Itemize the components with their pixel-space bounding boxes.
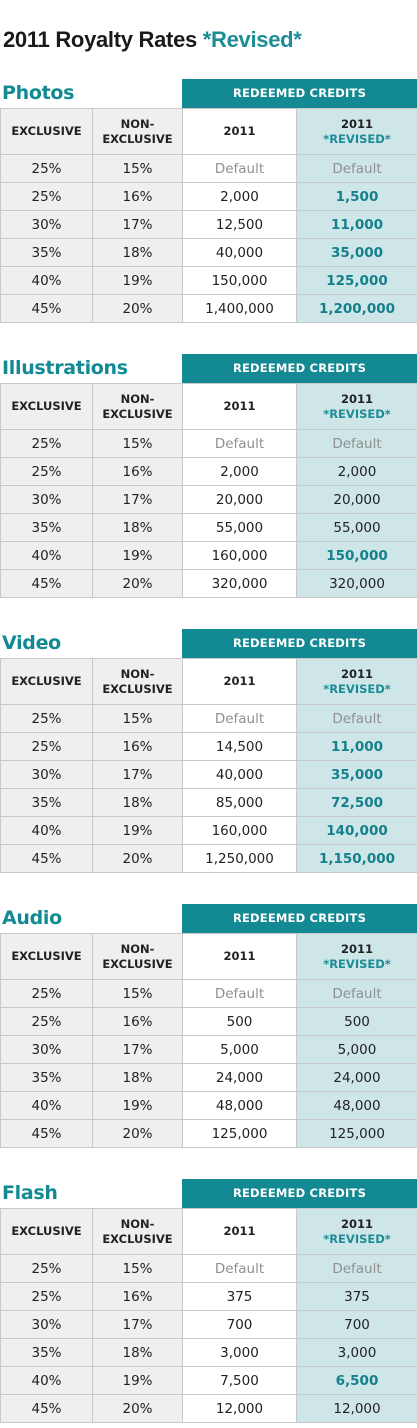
credits-2011-cell: 1,400,000 [183, 295, 297, 323]
credits-2011-cell: Default [183, 1255, 297, 1283]
non-exclusive-rate-cell: 15% [93, 705, 183, 733]
table-row [1, 1367, 417, 1395]
non-exclusive-header-line2: EXCLUSIVE [102, 406, 173, 421]
table-header-row [1, 1209, 417, 1255]
credits-revised-cell: 35,000 [297, 761, 417, 789]
non-exclusive-header [93, 384, 183, 430]
credits-2011-cell: 12,500 [183, 211, 297, 239]
credits-2011-cell: Default [183, 155, 297, 183]
credits-2011-cell: 24,000 [183, 1064, 297, 1092]
year-2011-header: 2011 [183, 934, 297, 980]
credits-revised-cell: 320,000 [297, 570, 417, 598]
credits-2011-cell: 320,000 [183, 570, 297, 598]
exclusive-rate-cell: 30% [1, 1311, 93, 1339]
table-row [1, 1395, 417, 1423]
section-photos [0, 79, 417, 345]
revised-year: 2011 [340, 391, 373, 406]
non-exclusive-rate-cell: 17% [93, 486, 183, 514]
non-exclusive-rate-cell: 16% [93, 733, 183, 761]
credits-revised-cell: 11,000 [297, 733, 417, 761]
exclusive-rate-cell: 25% [1, 155, 93, 183]
table-header-row [1, 109, 417, 155]
table-header-row [1, 934, 417, 980]
table-row [1, 817, 417, 845]
credits-revised-cell: Default [297, 705, 417, 733]
non-exclusive-rate-cell: 18% [93, 514, 183, 542]
non-exclusive-header-line1: NON- [120, 941, 155, 956]
credits-revised-cell: 125,000 [297, 1120, 417, 1148]
non-exclusive-rate-cell: 20% [93, 1120, 183, 1148]
non-exclusive-rate-cell: 15% [93, 430, 183, 458]
credits-2011-cell: 3,000 [183, 1339, 297, 1367]
section-title: Flash [2, 1182, 58, 1204]
revised-year: 2011 [340, 666, 373, 681]
credits-2011-cell: 55,000 [183, 514, 297, 542]
credits-revised-cell: 3,000 [297, 1339, 417, 1367]
credits-2011-cell: Default [183, 430, 297, 458]
exclusive-rate-cell: 45% [1, 295, 93, 323]
credits-2011-cell: 1,250,000 [183, 845, 297, 873]
exclusive-rate-cell: 45% [1, 845, 93, 873]
year-2011-header: 2011 [183, 384, 297, 430]
exclusive-rate-cell: 40% [1, 267, 93, 295]
table-row [1, 211, 417, 239]
revised-2011-header [297, 109, 417, 155]
exclusive-header: EXCLUSIVE [1, 384, 93, 430]
credits-revised-cell: 700 [297, 1311, 417, 1339]
table-row [1, 789, 417, 817]
exclusive-rate-cell: 35% [1, 239, 93, 267]
page-title-revised: *Revised* [202, 27, 302, 52]
credits-2011-cell: 14,500 [183, 733, 297, 761]
exclusive-rate-cell: 25% [1, 430, 93, 458]
revised-2011-header [297, 384, 417, 430]
table-row [1, 1311, 417, 1339]
table-row [1, 761, 417, 789]
table-row [1, 183, 417, 211]
non-exclusive-rate-cell: 15% [93, 1255, 183, 1283]
redeemed-credits-header: REDEEMED CREDITS [182, 1179, 417, 1208]
non-exclusive-header-line1: NON- [120, 666, 155, 681]
credits-2011-cell: 2,000 [183, 183, 297, 211]
non-exclusive-rate-cell: 17% [93, 211, 183, 239]
exclusive-rate-cell: 40% [1, 542, 93, 570]
credits-2011-cell: 160,000 [183, 542, 297, 570]
redeemed-credits-header: REDEEMED CREDITS [182, 354, 417, 383]
exclusive-rate-cell: 25% [1, 1283, 93, 1311]
table-row [1, 705, 417, 733]
non-exclusive-rate-cell: 20% [93, 570, 183, 598]
section-audio [0, 904, 417, 1170]
revised-label: *REVISED* [323, 406, 391, 421]
non-exclusive-rate-cell: 16% [93, 458, 183, 486]
exclusive-header: EXCLUSIVE [1, 1209, 93, 1255]
table-row [1, 1339, 417, 1367]
exclusive-rate-cell: 30% [1, 1036, 93, 1064]
exclusive-rate-cell: 35% [1, 514, 93, 542]
section-flash [0, 1179, 417, 1428]
table-row [1, 845, 417, 873]
table-row [1, 155, 417, 183]
credits-revised-cell: 72,500 [297, 789, 417, 817]
revised-label: *REVISED* [323, 681, 391, 696]
exclusive-rate-cell: 25% [1, 458, 93, 486]
revised-label: *REVISED* [323, 956, 391, 971]
exclusive-rate-cell: 25% [1, 1255, 93, 1283]
non-exclusive-header-line1: NON- [120, 391, 155, 406]
credits-2011-cell: 375 [183, 1283, 297, 1311]
credits-2011-cell: 160,000 [183, 817, 297, 845]
section-video [0, 629, 417, 895]
redeemed-credits-header: REDEEMED CREDITS [182, 79, 417, 108]
table-row [1, 733, 417, 761]
non-exclusive-header [93, 659, 183, 705]
exclusive-rate-cell: 25% [1, 733, 93, 761]
section-illustrations [0, 354, 417, 620]
table-row [1, 542, 417, 570]
exclusive-rate-cell: 40% [1, 1367, 93, 1395]
redeemed-credits-header: REDEEMED CREDITS [182, 629, 417, 658]
credits-2011-cell: 40,000 [183, 761, 297, 789]
redeemed-credits-header: REDEEMED CREDITS [182, 904, 417, 933]
non-exclusive-rate-cell: 17% [93, 761, 183, 789]
credits-2011-cell: 700 [183, 1311, 297, 1339]
credits-revised-cell: 5,000 [297, 1036, 417, 1064]
credits-revised-cell: 24,000 [297, 1064, 417, 1092]
credits-revised-cell: 150,000 [297, 542, 417, 570]
exclusive-header: EXCLUSIVE [1, 659, 93, 705]
rates-table [0, 108, 417, 323]
table-row [1, 514, 417, 542]
non-exclusive-header [93, 109, 183, 155]
credits-revised-cell: 11,000 [297, 211, 417, 239]
year-2011-header: 2011 [183, 659, 297, 705]
section-title: Video [2, 632, 61, 654]
non-exclusive-rate-cell: 20% [93, 295, 183, 323]
credits-revised-cell: 20,000 [297, 486, 417, 514]
table-header-row [1, 659, 417, 705]
non-exclusive-rate-cell: 20% [93, 845, 183, 873]
year-2011-header: 2011 [183, 109, 297, 155]
credits-2011-cell: 85,000 [183, 789, 297, 817]
credits-2011-cell: Default [183, 705, 297, 733]
revised-2011-header [297, 934, 417, 980]
non-exclusive-rate-cell: 18% [93, 1064, 183, 1092]
exclusive-rate-cell: 35% [1, 1339, 93, 1367]
non-exclusive-header-line1: NON- [120, 116, 155, 131]
credits-2011-cell: 12,000 [183, 1395, 297, 1423]
exclusive-rate-cell: 25% [1, 1008, 93, 1036]
non-exclusive-rate-cell: 15% [93, 980, 183, 1008]
exclusive-rate-cell: 45% [1, 570, 93, 598]
table-row [1, 1064, 417, 1092]
non-exclusive-rate-cell: 19% [93, 1092, 183, 1120]
table-row [1, 430, 417, 458]
non-exclusive-header-line2: EXCLUSIVE [102, 956, 173, 971]
non-exclusive-header-line1: NON- [120, 1216, 155, 1231]
credits-2011-cell: 125,000 [183, 1120, 297, 1148]
credits-2011-cell: 500 [183, 1008, 297, 1036]
table-row [1, 980, 417, 1008]
credits-2011-cell: 2,000 [183, 458, 297, 486]
non-exclusive-rate-cell: 16% [93, 183, 183, 211]
non-exclusive-rate-cell: 16% [93, 1283, 183, 1311]
table-row [1, 1008, 417, 1036]
exclusive-rate-cell: 35% [1, 789, 93, 817]
non-exclusive-rate-cell: 15% [93, 155, 183, 183]
credits-revised-cell: 140,000 [297, 817, 417, 845]
credits-revised-cell: Default [297, 155, 417, 183]
credits-2011-cell: 20,000 [183, 486, 297, 514]
credits-revised-cell: 375 [297, 1283, 417, 1311]
exclusive-rate-cell: 40% [1, 817, 93, 845]
non-exclusive-header-line2: EXCLUSIVE [102, 131, 173, 146]
non-exclusive-rate-cell: 18% [93, 239, 183, 267]
credits-revised-cell: 55,000 [297, 514, 417, 542]
revised-year: 2011 [340, 1216, 373, 1231]
credits-revised-cell: Default [297, 430, 417, 458]
section-title: Illustrations [2, 357, 128, 379]
revised-label: *REVISED* [323, 1231, 391, 1246]
non-exclusive-rate-cell: 19% [93, 542, 183, 570]
table-row [1, 1036, 417, 1064]
credits-revised-cell: 48,000 [297, 1092, 417, 1120]
credits-revised-cell: 6,500 [297, 1367, 417, 1395]
credits-revised-cell: 1,150,000 [297, 845, 417, 873]
credits-revised-cell: 1,500 [297, 183, 417, 211]
credits-2011-cell: Default [183, 980, 297, 1008]
exclusive-rate-cell: 45% [1, 1120, 93, 1148]
page-title-text: 2011 Royalty Rates [3, 27, 203, 52]
credits-revised-cell: 1,200,000 [297, 295, 417, 323]
table-row [1, 239, 417, 267]
table-row [1, 1092, 417, 1120]
exclusive-rate-cell: 30% [1, 761, 93, 789]
section-title: Photos [2, 82, 75, 104]
table-row [1, 267, 417, 295]
rates-table [0, 658, 417, 873]
exclusive-rate-cell: 30% [1, 211, 93, 239]
revised-year: 2011 [340, 941, 373, 956]
credits-revised-cell: 125,000 [297, 267, 417, 295]
table-row [1, 486, 417, 514]
non-exclusive-rate-cell: 17% [93, 1311, 183, 1339]
credits-revised-cell: 2,000 [297, 458, 417, 486]
non-exclusive-rate-cell: 19% [93, 267, 183, 295]
non-exclusive-rate-cell: 19% [93, 817, 183, 845]
table-row [1, 1255, 417, 1283]
rates-table [0, 933, 417, 1148]
non-exclusive-rate-cell: 18% [93, 789, 183, 817]
exclusive-header: EXCLUSIVE [1, 934, 93, 980]
non-exclusive-header-line2: EXCLUSIVE [102, 1231, 173, 1246]
non-exclusive-rate-cell: 20% [93, 1395, 183, 1423]
section-title: Audio [2, 907, 62, 929]
revised-2011-header [297, 1209, 417, 1255]
table-row [1, 295, 417, 323]
non-exclusive-rate-cell: 18% [93, 1339, 183, 1367]
rates-table [0, 1208, 417, 1423]
non-exclusive-header [93, 1209, 183, 1255]
credits-revised-cell: 500 [297, 1008, 417, 1036]
credits-2011-cell: 48,000 [183, 1092, 297, 1120]
credits-2011-cell: 150,000 [183, 267, 297, 295]
exclusive-rate-cell: 35% [1, 1064, 93, 1092]
exclusive-rate-cell: 25% [1, 705, 93, 733]
exclusive-rate-cell: 45% [1, 1395, 93, 1423]
table-row [1, 570, 417, 598]
exclusive-rate-cell: 25% [1, 183, 93, 211]
credits-revised-cell: 12,000 [297, 1395, 417, 1423]
credits-2011-cell: 5,000 [183, 1036, 297, 1064]
table-row [1, 458, 417, 486]
page-title [3, 27, 302, 53]
credits-2011-cell: 40,000 [183, 239, 297, 267]
non-exclusive-header [93, 934, 183, 980]
non-exclusive-rate-cell: 17% [93, 1036, 183, 1064]
credits-revised-cell: 35,000 [297, 239, 417, 267]
table-row [1, 1283, 417, 1311]
exclusive-rate-cell: 40% [1, 1092, 93, 1120]
non-exclusive-rate-cell: 19% [93, 1367, 183, 1395]
table-row [1, 1120, 417, 1148]
revised-label: *REVISED* [323, 131, 391, 146]
credits-2011-cell: 7,500 [183, 1367, 297, 1395]
year-2011-header: 2011 [183, 1209, 297, 1255]
exclusive-header: EXCLUSIVE [1, 109, 93, 155]
table-header-row [1, 384, 417, 430]
rates-table [0, 383, 417, 598]
exclusive-rate-cell: 30% [1, 486, 93, 514]
non-exclusive-header-line2: EXCLUSIVE [102, 681, 173, 696]
revised-year: 2011 [340, 116, 373, 131]
credits-revised-cell: Default [297, 980, 417, 1008]
credits-revised-cell: Default [297, 1255, 417, 1283]
non-exclusive-rate-cell: 16% [93, 1008, 183, 1036]
revised-2011-header [297, 659, 417, 705]
exclusive-rate-cell: 25% [1, 980, 93, 1008]
